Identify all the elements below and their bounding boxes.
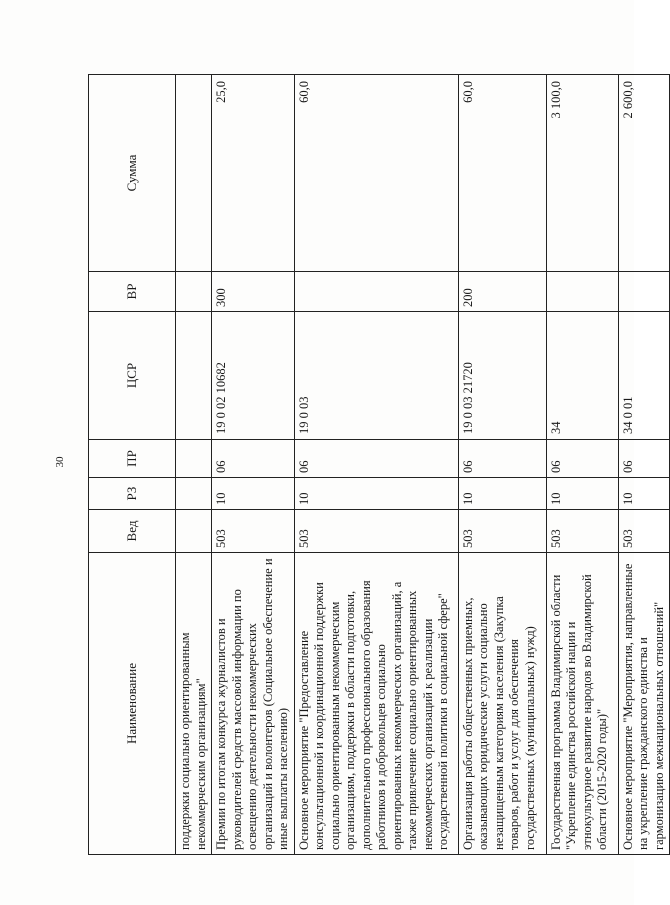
row-rz: 10 — [618, 478, 670, 510]
row-vr: 300 — [212, 272, 295, 312]
header-rz: РЗ — [89, 478, 176, 510]
row-csr: 19 0 02 10682 — [212, 312, 295, 440]
row-csr: 34 — [546, 312, 618, 440]
row-vr: 200 — [458, 272, 546, 312]
row-vr — [618, 272, 670, 312]
row-rz: 10 — [294, 478, 458, 510]
row-csr — [176, 312, 212, 440]
table-row — [458, 75, 546, 855]
table-row — [546, 75, 618, 855]
row-rz — [176, 478, 212, 510]
header-sum: Сумма — [89, 75, 176, 272]
row-rz: 10 — [458, 478, 546, 510]
row-name: Премии по итогам конкурса журналистов и руководителей средств массовой информации по освещению деятельности некоммерческих организаций и волонтеров (Социальное обеспечение и иные выплаты населению) — [212, 553, 295, 855]
budget-table — [88, 74, 670, 855]
row-vr — [294, 272, 458, 312]
table-row — [618, 75, 670, 855]
rotated-table-container — [88, 75, 666, 855]
table-row — [212, 75, 295, 855]
page-number: 30 — [54, 456, 66, 468]
row-ved: 503 — [458, 510, 546, 553]
table-row — [176, 75, 212, 855]
row-sum: 60,0 — [458, 75, 546, 272]
row-csr: 19 0 03 21720 — [458, 312, 546, 440]
row-csr: 34 0 01 — [618, 312, 670, 440]
row-ved: 503 — [618, 510, 670, 553]
row-ved: 503 — [546, 510, 618, 553]
table-header-row — [89, 75, 176, 855]
row-rz: 10 — [546, 478, 618, 510]
row-pr: 06 — [618, 440, 670, 478]
row-pr: 06 — [458, 440, 546, 478]
row-pr: 06 — [212, 440, 295, 478]
row-vr — [176, 272, 212, 312]
row-pr — [176, 440, 212, 478]
row-ved: 503 — [294, 510, 458, 553]
header-vr: ВР — [89, 272, 176, 312]
header-ved: Вед — [89, 510, 176, 553]
row-sum: 3 100,0 — [546, 75, 618, 272]
row-ved — [176, 510, 212, 553]
row-ved: 503 — [212, 510, 295, 553]
row-pr: 06 — [294, 440, 458, 478]
header-csr: ЦСР — [89, 312, 176, 440]
row-rz: 10 — [212, 478, 295, 510]
row-name: поддержки социально ориентированным некоммерческим организациям" — [176, 553, 212, 855]
table-row — [294, 75, 458, 855]
row-sum: 60,0 — [294, 75, 458, 272]
header-pr: ПР — [89, 440, 176, 478]
row-name: Основное мероприятие "Мероприятия, направленные на укрепление гражданского единства и гармонизацию межнациональных отношений" — [618, 553, 670, 855]
row-sum — [176, 75, 212, 272]
row-sum: 25,0 — [212, 75, 295, 272]
row-csr: 19 0 03 — [294, 312, 458, 440]
row-sum: 2 600,0 — [618, 75, 670, 272]
row-name: Организация работы общественных приемных, оказывающих юридические услуги социально незащищенным категориям населения (Закупка товаров, работ и услуг для обеспечения государственных (муниципальных) нужд) — [458, 553, 546, 855]
row-vr — [546, 272, 618, 312]
row-pr: 06 — [546, 440, 618, 478]
row-name: Основное мероприятие "Предоставление консультационной и координационной поддержки социально ориентированным некоммерческим организациям, поддержки в области подготовки, дополнительного профессионального образования работников и добровольцев социально ориентированных некоммерческих организаций, а также привлечение социально ориентированных некоммерческих организаций к реализации государственной политики в социальной сфере" — [294, 553, 458, 855]
header-name: Наименование — [89, 553, 176, 855]
row-name: Государственная программа Владимирской области "Укрепление единства российской нации и этнокультурное развитие народов во Владимирской области (2015-2020 годы)" — [546, 553, 618, 855]
